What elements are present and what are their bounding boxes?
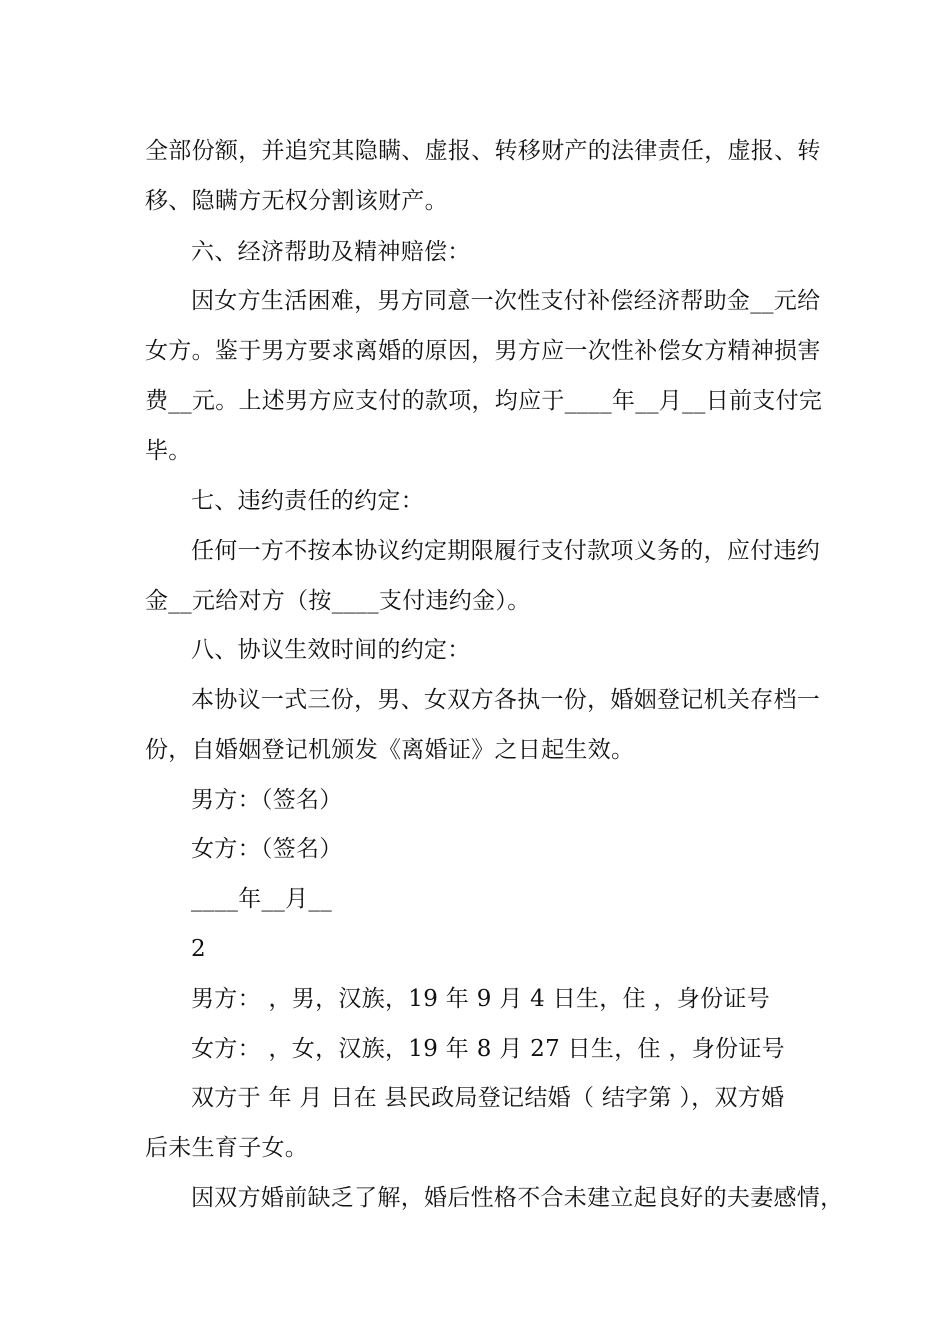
paragraph-line: 金__元给对方（按____支付违约金）。 (145, 588, 531, 614)
paragraph-line: 女方。鉴于男方要求离婚的原因，男方应一次性补偿女方精神损害 (145, 338, 821, 364)
paragraph-line: 因双方婚前缺乏了解，婚后性格不合未建立起良好的夫妻感情， (191, 1185, 844, 1211)
party-info-female: 女方： ，女，汉族，19 年 8 月 27 日生，住 ，身份证号 (191, 1036, 785, 1062)
signature-line-male: 男方：（签名） (191, 787, 343, 813)
paragraph-line: 任何一方不按本协议约定期限履行支付款项义务的，应付违约 (191, 538, 821, 564)
section-heading: 六、经济帮助及精神赔偿： (191, 239, 471, 265)
paragraph-line: 后未生育子女。 (145, 1135, 309, 1161)
party-info-male: 男方： ，男，汉族，19 年 9 月 4 日生，住 ，身份证号 (191, 986, 771, 1012)
paragraph-line: 移、隐瞒方无权分割该财产。 (145, 188, 448, 214)
signature-line-female: 女方：（签名） (191, 836, 343, 862)
paragraph-line: 毕。 (145, 438, 192, 464)
paragraph-line: 双方于 年 月 日在 县民政局登记结婚（ 结字第 ），双方婚 (191, 1085, 785, 1111)
date-line: ____年__月__ (191, 886, 332, 912)
paragraph-line: 全部份额，并追究其隐瞒、虚报、转移财产的法律责任，虚报、转 (145, 138, 821, 164)
section-heading: 八、协议生效时间的约定： (191, 637, 471, 663)
section-heading: 七、违约责任的约定： (191, 488, 424, 514)
paragraph-line: 本协议一式三份，男、女双方各执一份，婚姻登记机关存档一 (191, 687, 821, 713)
paragraph-line: 份，自婚姻登记机颁发《离婚证》之日起生效。 (145, 737, 635, 763)
paragraph-line: 因女方生活困难，男方同意一次性支付补偿经济帮助金__元给 (191, 288, 821, 314)
section-number: 2 (191, 936, 206, 962)
paragraph-line: 费__元。上述男方应支付的款项，均应于____年__月__日前支付完 (145, 388, 823, 414)
